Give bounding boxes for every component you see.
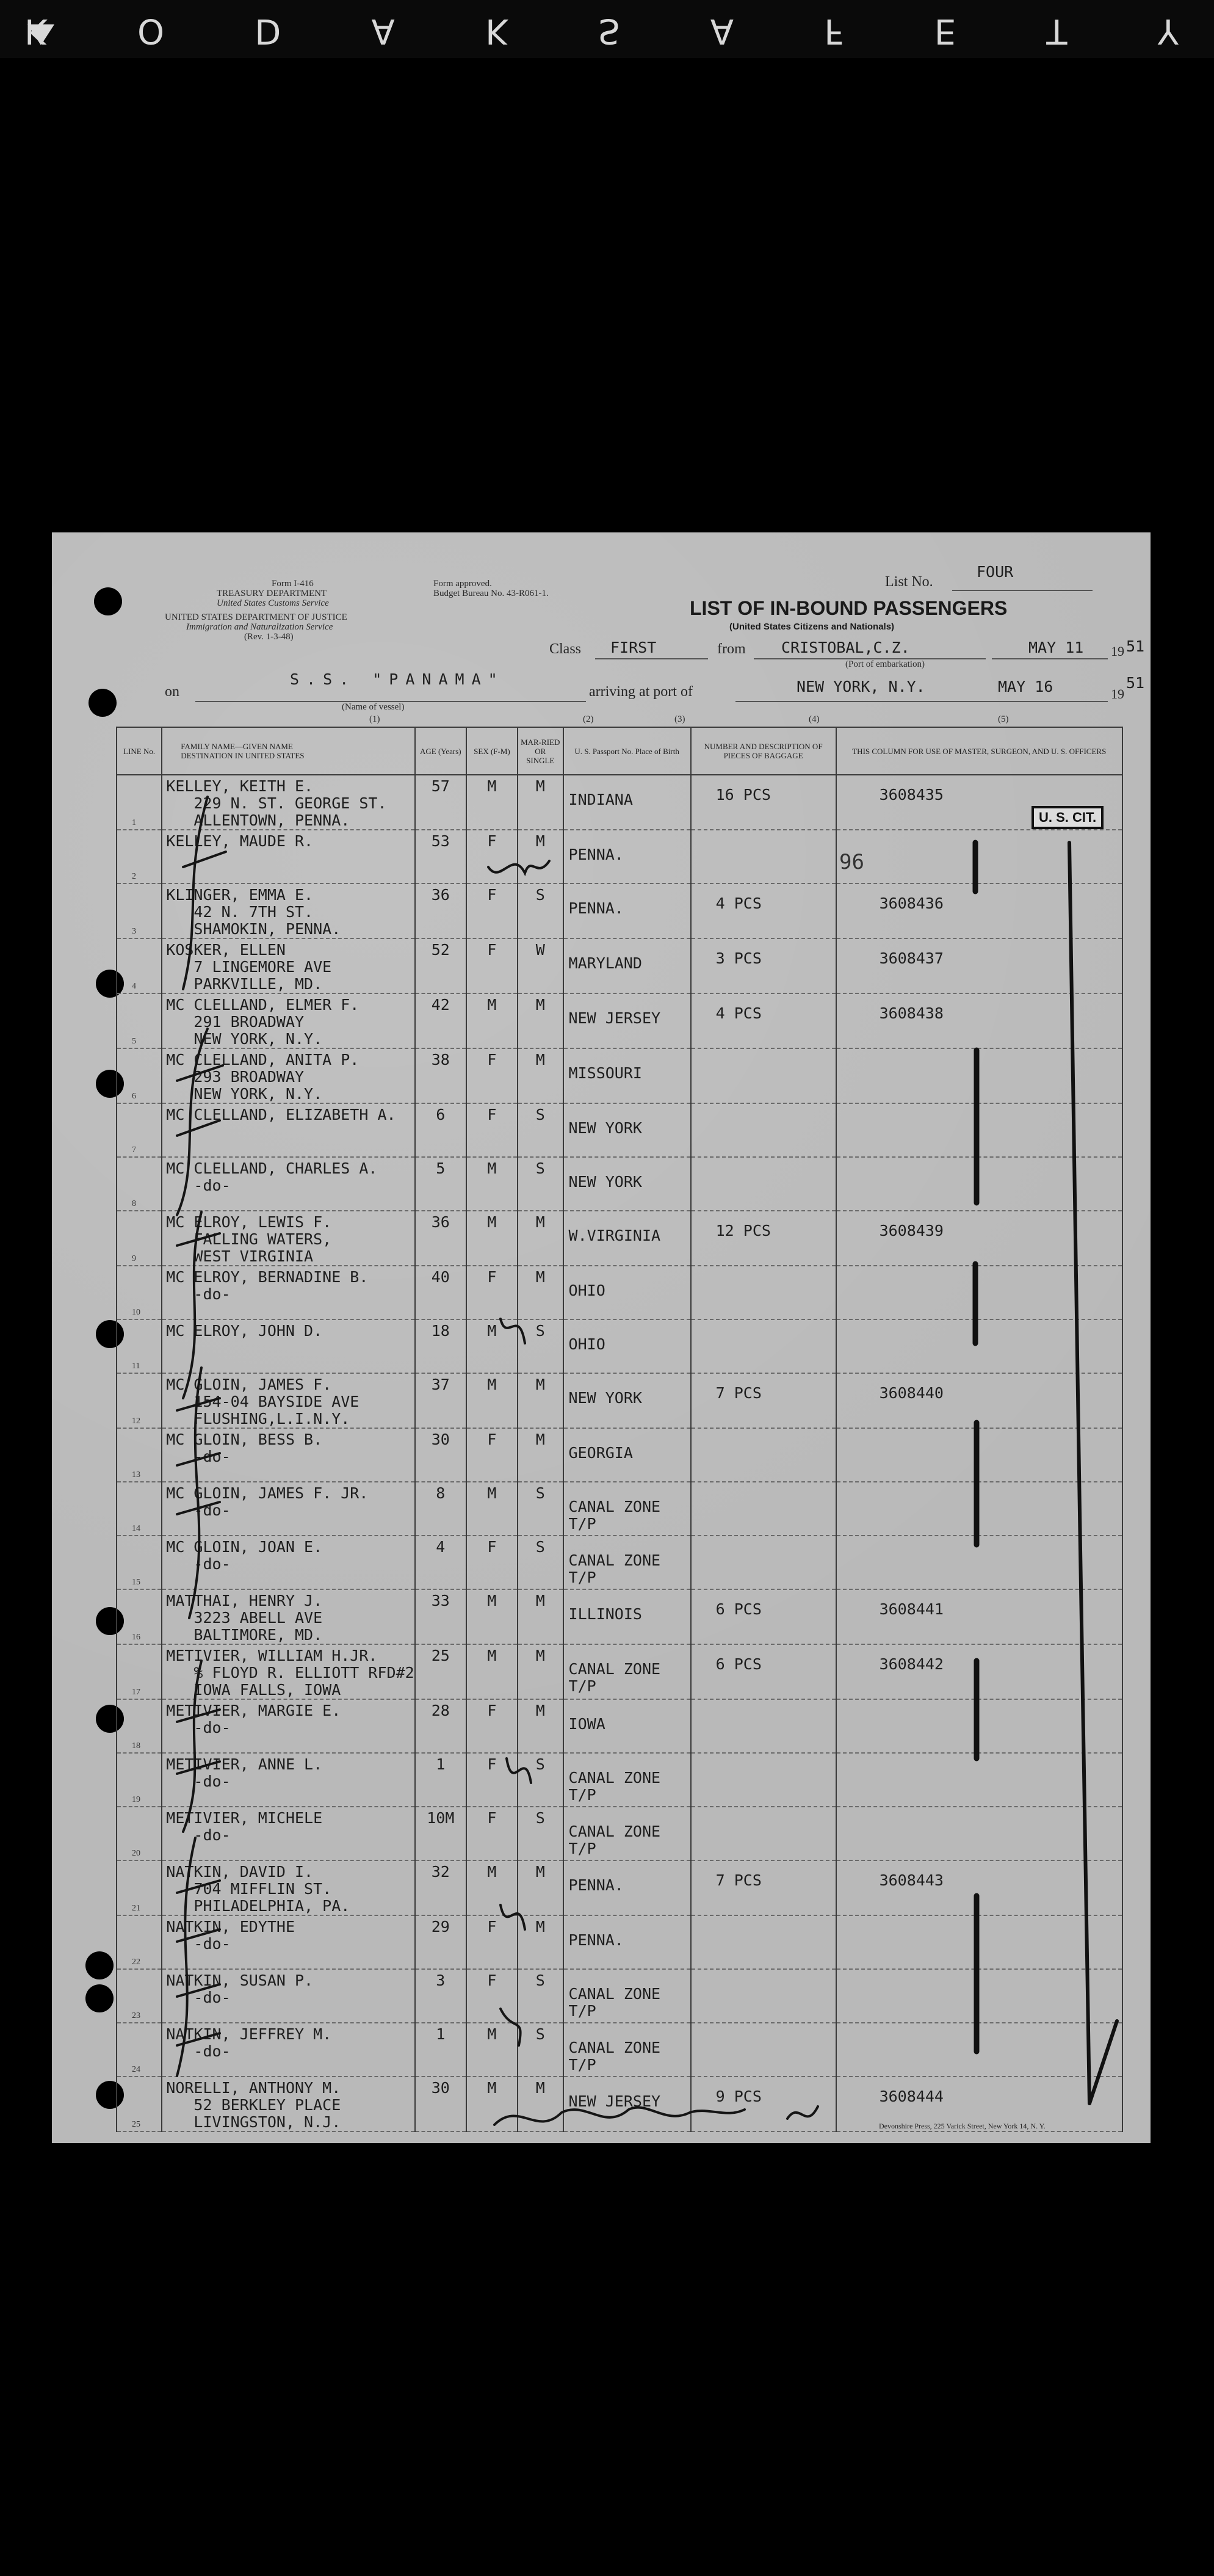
on-label: on bbox=[165, 684, 179, 700]
officer-number: 3608438 bbox=[879, 1004, 944, 1022]
ins-service: Immigration and Naturalization Service bbox=[186, 622, 333, 632]
header-name: FAMILY NAME—GIVEN NAME DESTINATION IN UNITED STATES bbox=[162, 727, 414, 775]
arriving-label: arriving at port of bbox=[589, 684, 693, 700]
vessel-caption: (Name of vessel) bbox=[342, 702, 405, 712]
us-citizen-stamp: U. S. CIT. bbox=[1032, 806, 1104, 829]
line-number: 3 bbox=[132, 927, 136, 936]
class-label: Class bbox=[549, 641, 582, 657]
col-num-5: (5) bbox=[998, 714, 1009, 724]
line-number: 22 bbox=[132, 1957, 140, 1967]
passenger-age: 42 bbox=[431, 996, 450, 1014]
film-letter: F bbox=[824, 11, 855, 51]
passenger-age: 5 bbox=[436, 1159, 446, 1177]
officer-number: 3608443 bbox=[879, 1871, 944, 1889]
passenger-name: MC GLOIN, JOAN E. -do- bbox=[166, 1538, 323, 1573]
birth-place: CANAL ZONE T/P bbox=[568, 1498, 661, 1533]
birth-place: CANAL ZONE T/P bbox=[568, 1551, 661, 1586]
birth-place: CANAL ZONE T/P bbox=[568, 1985, 661, 2020]
birth-place: INDIANA bbox=[568, 791, 633, 808]
film-letter: K bbox=[24, 11, 58, 51]
line-number: 2 bbox=[132, 872, 136, 881]
passenger-marital: M bbox=[535, 1213, 545, 1231]
birth-place: MARYLAND bbox=[568, 954, 642, 972]
birth-place: GEORGIA bbox=[568, 1444, 633, 1462]
birth-place: IOWA bbox=[568, 1715, 605, 1733]
passenger-sex: F bbox=[487, 1051, 497, 1068]
line-number: 11 bbox=[132, 1362, 140, 1371]
passenger-marital: M bbox=[535, 1268, 545, 1286]
film-letter: D bbox=[255, 11, 292, 51]
passenger-sex: F bbox=[487, 941, 497, 959]
header-age: AGE (Years) bbox=[415, 727, 466, 775]
baggage-count: 7 PCS bbox=[715, 1384, 762, 1402]
birth-place: CANAL ZONE T/P bbox=[568, 1769, 661, 1804]
passenger-age: 29 bbox=[431, 1918, 450, 1936]
passenger-name: KLINGER, EMMA E. 42 N. 7TH ST. SHAMOKIN, PENNA. bbox=[166, 886, 341, 938]
line-number: 13 bbox=[132, 1470, 140, 1479]
passenger-marital: S bbox=[535, 1972, 545, 1989]
birth-place: MISSOURI bbox=[568, 1064, 642, 1082]
passenger-sex: F bbox=[487, 886, 497, 904]
passenger-marital: M bbox=[535, 1918, 545, 1936]
passenger-marital: S bbox=[535, 2025, 545, 2043]
passenger-name: NATKIN, EDYTHE -do- bbox=[166, 1918, 295, 1953]
passenger-marital: S bbox=[535, 1159, 545, 1177]
film-letter: A bbox=[371, 11, 406, 51]
line-number: 8 bbox=[132, 1199, 136, 1208]
passenger-name: METIVIER, MICHELE -do- bbox=[166, 1809, 323, 1844]
line-number: 12 bbox=[132, 1417, 140, 1426]
passenger-marital: M bbox=[535, 1376, 545, 1393]
passenger-age: 3 bbox=[436, 1972, 446, 1989]
passenger-age: 1 bbox=[436, 2025, 446, 2043]
passenger-marital: M bbox=[535, 2079, 545, 2097]
passenger-marital: S bbox=[535, 1809, 545, 1827]
passenger-age: 32 bbox=[431, 1863, 450, 1881]
passenger-marital: M bbox=[535, 1592, 545, 1609]
line-number: 15 bbox=[132, 1578, 140, 1587]
baggage-count: 3 PCS bbox=[715, 949, 762, 967]
passenger-age: 40 bbox=[431, 1268, 450, 1286]
officer-number: 3608436 bbox=[879, 894, 944, 912]
printer-credit: Devonshire Press, 225 Varick Street, New York 14, N. Y. bbox=[879, 2122, 1046, 2130]
form-approved: Form approved. bbox=[433, 579, 492, 589]
birth-place: PENNA. bbox=[568, 846, 624, 863]
passenger-name: KOSKER, ELLEN 7 LINGEMORE AVE PARKVILLE, MD. bbox=[166, 941, 332, 993]
passenger-marital: S bbox=[535, 1106, 545, 1123]
passenger-sex: M bbox=[487, 2025, 497, 2043]
date-arrival: MAY 16 bbox=[998, 678, 1053, 695]
officer-number: 3608440 bbox=[879, 1384, 944, 1402]
passenger-name: MC GLOIN, BESS B. -do- bbox=[166, 1431, 323, 1465]
passenger-name: MC GLOIN, JAMES F. 154-04 BAYSIDE AVE FLUSHING,L.I.N.Y. bbox=[166, 1376, 360, 1428]
passenger-sex: F bbox=[487, 1538, 497, 1556]
year-prefix-2: 19 bbox=[1111, 686, 1124, 702]
from-label: from bbox=[717, 641, 746, 657]
passenger-age: 18 bbox=[431, 1322, 450, 1340]
line-number: 6 bbox=[132, 1092, 136, 1101]
officer-number: 3608439 bbox=[879, 1222, 944, 1239]
passenger-marital: S bbox=[535, 886, 545, 904]
passenger-name: MC CLELLAND, CHARLES A. -do- bbox=[166, 1159, 378, 1194]
baggage-count: 4 PCS bbox=[715, 894, 762, 912]
birth-place: CANAL ZONE T/P bbox=[568, 1823, 661, 1857]
baggage-count: 16 PCS bbox=[715, 786, 771, 804]
passenger-sex: M bbox=[487, 1863, 497, 1881]
birth-place: CANAL ZONE T/P bbox=[568, 1660, 661, 1695]
header-line: LINE No. bbox=[117, 727, 162, 775]
passenger-age: 10M bbox=[427, 1809, 455, 1827]
passenger-sex: M bbox=[487, 996, 497, 1014]
passenger-marital: M bbox=[535, 1647, 545, 1664]
line-number: 10 bbox=[132, 1308, 140, 1317]
year-embark: 51 bbox=[1126, 637, 1145, 655]
passenger-age: 37 bbox=[431, 1376, 450, 1393]
passenger-marital: S bbox=[535, 1538, 545, 1556]
officer-number: 3608444 bbox=[879, 2088, 944, 2105]
col-num-3: (3) bbox=[674, 714, 685, 724]
col-num-4: (4) bbox=[809, 714, 820, 724]
line-number: 23 bbox=[132, 2011, 140, 2020]
passenger-sex: M bbox=[487, 1592, 497, 1609]
passenger-name: METIVIER, MARGIE E. -do- bbox=[166, 1702, 341, 1736]
form-title: LIST OF IN-BOUND PASSENGERS bbox=[690, 597, 1008, 619]
passenger-age: 36 bbox=[431, 1213, 450, 1231]
header-passport: U. S. Passport No. Place of Birth bbox=[563, 727, 691, 775]
budget-bureau: Budget Bureau No. 43-R061-1. bbox=[433, 589, 549, 598]
class-value: FIRST bbox=[610, 639, 657, 656]
passenger-marital: M bbox=[535, 1051, 545, 1068]
passenger-age: 1 bbox=[436, 1755, 446, 1773]
film-letter: K bbox=[485, 11, 519, 51]
birth-place: ILLINOIS bbox=[568, 1605, 642, 1623]
birth-place: OHIO bbox=[568, 1335, 605, 1353]
passenger-name: NATKIN, JEFFREY M. -do- bbox=[166, 2025, 332, 2060]
film-letter: Y bbox=[1157, 11, 1190, 51]
passenger-name: METIVIER, WILLIAM H.JR. % FLOYD R. ELLIOTT RFD#2 IOWA FALLS, IOWA bbox=[166, 1647, 414, 1699]
birth-place: OHIO bbox=[568, 1282, 605, 1299]
passenger-name: MC CLELLAND, ELIZABETH A. bbox=[166, 1106, 396, 1123]
treasury-dept: TREASURY DEPARTMENT bbox=[217, 589, 327, 598]
passenger-sex: M bbox=[487, 1647, 497, 1664]
passenger-marital: M bbox=[535, 832, 545, 850]
passenger-name: MC CLELLAND, ELMER F. 291 BROADWAY NEW YORK, N.Y. bbox=[166, 996, 360, 1048]
line-number: 17 bbox=[132, 1688, 140, 1697]
line-number: 25 bbox=[132, 2120, 140, 2129]
passenger-sex: M bbox=[487, 2079, 497, 2097]
year-prefix-1: 19 bbox=[1111, 644, 1124, 659]
passenger-name: MC CLELLAND, ANITA P. 293 BROADWAY NEW YORK, N.Y. bbox=[166, 1051, 360, 1103]
passenger-sex: F bbox=[487, 1268, 497, 1286]
birth-place: W.VIRGINIA bbox=[568, 1227, 661, 1244]
officer-number: 3608442 bbox=[879, 1655, 944, 1673]
passenger-name: METIVIER, ANNE L. -do- bbox=[166, 1755, 323, 1790]
birth-place: NEW YORK bbox=[568, 1389, 642, 1407]
line-number: 21 bbox=[132, 1904, 140, 1913]
passenger-sex: M bbox=[487, 1322, 497, 1340]
film-letter: O bbox=[137, 11, 176, 51]
birth-place: NEW YORK bbox=[568, 1173, 642, 1191]
officer-number: 3608441 bbox=[879, 1600, 944, 1618]
passenger-age: 4 bbox=[436, 1538, 446, 1556]
passenger-name: MC ELROY, JOHN D. bbox=[166, 1322, 323, 1340]
line-number: 18 bbox=[132, 1741, 140, 1751]
birth-place: PENNA. bbox=[568, 899, 624, 917]
passenger-name: MC GLOIN, JAMES F. JR. -do- bbox=[166, 1484, 369, 1519]
passenger-name: NATKIN, SUSAN P. -do- bbox=[166, 1972, 314, 2006]
line-number: 24 bbox=[132, 2065, 140, 2074]
line-number: 4 bbox=[132, 982, 136, 991]
form-number: Form I-416 bbox=[272, 579, 314, 589]
line-number: 9 bbox=[132, 1254, 136, 1263]
passenger-sex: F bbox=[487, 1918, 497, 1936]
from-value: CRISTOBAL,C.Z. bbox=[781, 639, 910, 656]
passenger-marital: M bbox=[535, 996, 545, 1014]
header-baggage: NUMBER AND DESCRIPTION OF PIECES OF BAGGAGE bbox=[691, 727, 836, 775]
passenger-name: NORELLI, ANTHONY M. 52 BERKLEY PLACE LIVINGSTON, N.J. bbox=[166, 2079, 341, 2131]
passenger-sex: M bbox=[487, 777, 497, 795]
passenger-sex: M bbox=[487, 1484, 497, 1502]
col-num-2: (2) bbox=[583, 714, 594, 724]
film-letter: T bbox=[1046, 11, 1079, 51]
arrival-port: NEW YORK, N.Y. bbox=[797, 678, 925, 695]
passenger-name: KELLEY, MAUDE R. bbox=[166, 832, 314, 850]
col-num-1: (1) bbox=[369, 714, 380, 724]
passenger-age: 25 bbox=[431, 1647, 450, 1664]
passenger-sex: F bbox=[487, 1755, 497, 1773]
year-arrival: 51 bbox=[1126, 674, 1145, 692]
passenger-marital: S bbox=[535, 1484, 545, 1502]
baggage-count: 12 PCS bbox=[715, 1222, 771, 1239]
passenger-sex: F bbox=[487, 1106, 497, 1123]
passenger-name: MC ELROY, BERNADINE B. -do- bbox=[166, 1268, 369, 1303]
passenger-sex: F bbox=[487, 1809, 497, 1827]
passenger-sex: F bbox=[487, 1702, 497, 1719]
passenger-age: 36 bbox=[431, 886, 450, 904]
passenger-name: NATKIN, DAVID I. 704 MIFFLIN ST. PHILADELPHIA, PA. bbox=[166, 1863, 350, 1915]
line-number: 1 bbox=[132, 818, 136, 827]
birth-place: NEW YORK bbox=[568, 1119, 642, 1137]
baggage-count: 6 PCS bbox=[715, 1655, 762, 1673]
justice-dept: UNITED STATES DEPARTMENT OF JUSTICE bbox=[165, 612, 347, 622]
list-no-label: List No. bbox=[885, 574, 933, 590]
header-sex: SEX (F-M) bbox=[466, 727, 518, 775]
passenger-age: 28 bbox=[431, 1702, 450, 1719]
film-letter: E bbox=[934, 11, 967, 51]
passenger-age: 38 bbox=[431, 1051, 450, 1068]
passenger-sex: M bbox=[487, 1376, 497, 1393]
port-caption: (Port of embarkation) bbox=[845, 659, 925, 669]
passenger-name: MC ELROY, LEWIS F. FALLING WATERS, WEST VIRGINIA bbox=[166, 1213, 332, 1265]
passenger-age: 30 bbox=[431, 1431, 450, 1448]
passenger-name: MATTHAI, HENRY J. 3223 ABELL AVE BALTIMORE, MD. bbox=[166, 1592, 323, 1644]
passenger-age: 33 bbox=[431, 1592, 450, 1609]
baggage-count: 4 PCS bbox=[715, 1004, 762, 1022]
officer-number: 3608437 bbox=[879, 949, 944, 967]
passenger-sex: F bbox=[487, 1972, 497, 1989]
film-letter: S bbox=[598, 11, 631, 51]
passenger-marital: M bbox=[535, 1431, 545, 1448]
revision: (Rev. 1-3-48) bbox=[244, 632, 294, 642]
passenger-sex: F bbox=[487, 1431, 497, 1448]
baggage-count: 9 PCS bbox=[715, 2088, 762, 2105]
line-number: 16 bbox=[132, 1633, 140, 1642]
header-officers: THIS COLUMN FOR USE OF MASTER, SURGEON, AND U. S. OFFICERS bbox=[836, 727, 1122, 775]
list-no-value: FOUR bbox=[977, 563, 1014, 581]
passenger-age: 52 bbox=[431, 941, 450, 959]
passenger-age: 8 bbox=[436, 1484, 446, 1502]
baggage-count: 7 PCS bbox=[715, 1871, 762, 1889]
line-number: 7 bbox=[132, 1145, 136, 1155]
passenger-sex: M bbox=[487, 1159, 497, 1177]
officer-number: 3608435 bbox=[879, 786, 944, 804]
passenger-marital: W bbox=[535, 941, 545, 959]
passenger-sex: M bbox=[487, 1213, 497, 1231]
birth-place: PENNA. bbox=[568, 1931, 624, 1949]
date-embark: MAY 11 bbox=[1028, 639, 1084, 656]
birth-place: CANAL ZONE T/P bbox=[568, 2039, 661, 2073]
birth-place: NEW JERSEY bbox=[568, 2092, 661, 2110]
passenger-marital: M bbox=[535, 1863, 545, 1881]
line-number: 19 bbox=[132, 1795, 140, 1804]
passenger-sex: F bbox=[487, 832, 497, 850]
vessel-name: S.S. "PANAMA" bbox=[290, 670, 505, 688]
birth-place: NEW JERSEY bbox=[568, 1009, 661, 1027]
birth-place: PENNA. bbox=[568, 1876, 624, 1894]
stamp-number: 96 bbox=[839, 850, 864, 874]
passenger-marital: M bbox=[535, 1702, 545, 1719]
passenger-age: 30 bbox=[431, 2079, 450, 2097]
passenger-marital: S bbox=[535, 1322, 545, 1340]
passenger-age: 53 bbox=[431, 832, 450, 850]
line-number: 5 bbox=[132, 1037, 136, 1046]
passenger-marital: S bbox=[535, 1755, 545, 1773]
header-married: MAR-RIED OR SINGLE bbox=[518, 727, 563, 775]
line-number: 14 bbox=[132, 1524, 140, 1533]
passenger-name: KELLEY, KEITH E. 229 N. ST. GEORGE ST. ALLENTOWN, PENNA. bbox=[166, 777, 387, 829]
passenger-marital: M bbox=[535, 777, 545, 795]
line-number: 20 bbox=[132, 1849, 140, 1858]
passenger-age: 6 bbox=[436, 1106, 446, 1123]
film-letter: A bbox=[710, 11, 745, 51]
passenger-age: 57 bbox=[431, 777, 450, 795]
customs-service: United States Customs Service bbox=[217, 598, 329, 608]
baggage-count: 6 PCS bbox=[715, 1600, 762, 1618]
form-subtitle: (United States Citizens and Nationals) bbox=[729, 622, 895, 632]
